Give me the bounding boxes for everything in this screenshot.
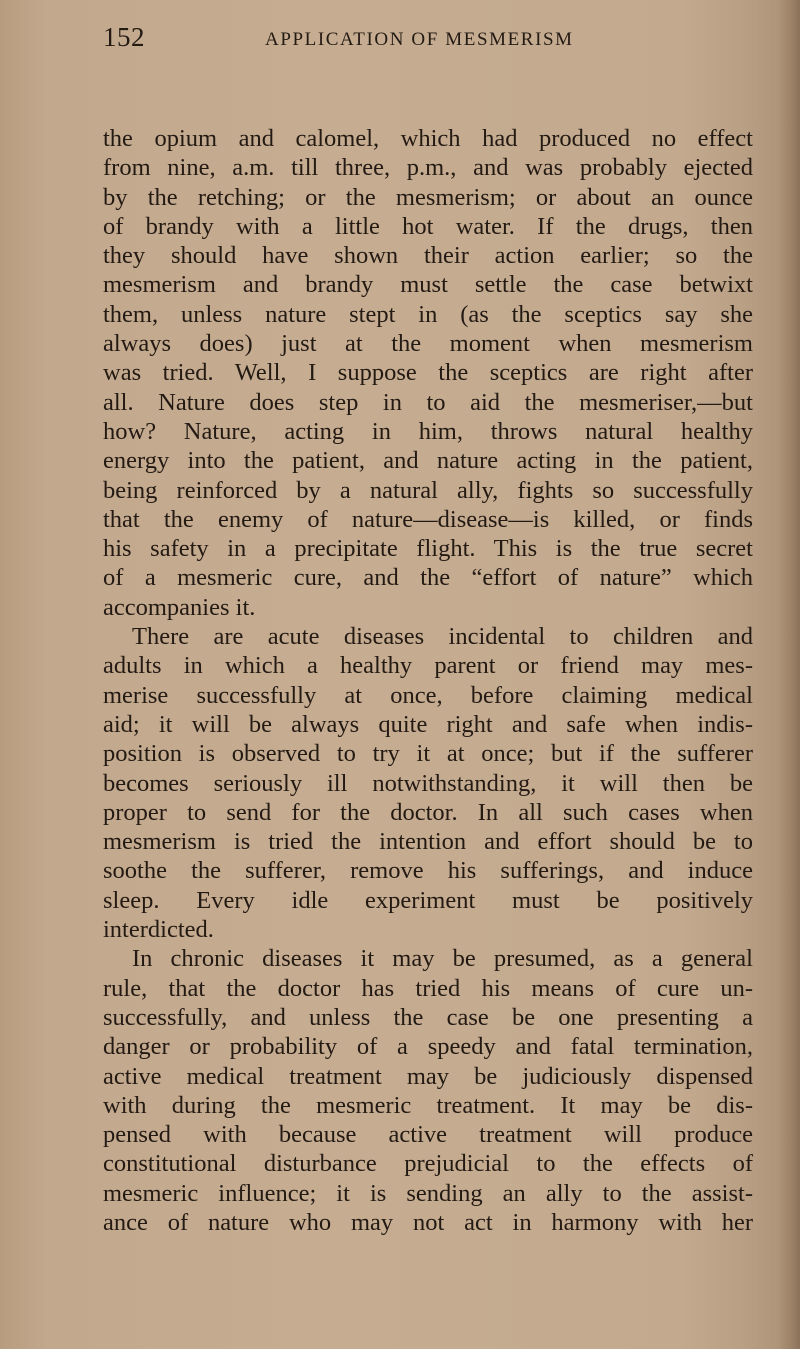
- text-line: merise successfully at once, before claiming medical: [103, 681, 753, 709]
- running-head: [103, 22, 753, 56]
- text-line: position is observed to try it at once; but if the sufferer: [103, 740, 753, 768]
- text-line: all. Nature does step in to aid the mesmeriser,—but: [103, 388, 753, 416]
- page-number: 152: [103, 22, 145, 52]
- text-line: the opium and calomel, which had produced no effect: [103, 125, 753, 152]
- text-line: from nine, a.m. till three, p.m., and was probably ejected: [103, 154, 753, 182]
- text-line: adults in which a healthy parent or friend may mes-: [103, 652, 753, 680]
- text-line: soothe the sufferer, remove his sufferings, and induce: [103, 857, 753, 885]
- text-line: how? Nature, acting in him, throws natural healthy: [103, 417, 753, 445]
- text-line: that the enemy of nature—disease—is killed, or finds: [103, 505, 753, 533]
- text-line: active medical treatment may be judiciously dispensed: [103, 1062, 753, 1090]
- text-line: always does) just at the moment when mesmerism: [103, 330, 753, 358]
- text-line-paragraph-end: accompanies it.: [103, 593, 256, 621]
- text-line: sleep. Every idle experiment must be positively: [103, 886, 753, 914]
- text-line: with during the mesmeric treatment. It may be dis-: [103, 1091, 753, 1119]
- running-title: APPLICATION OF MESMERISM: [265, 29, 574, 50]
- text-line: ance of nature who may not act in harmony with her: [103, 1208, 753, 1236]
- text-line: danger or probability of a speedy and fatal termination,: [103, 1033, 753, 1061]
- text-line: proper to send for the doctor. In all such cases when: [103, 798, 753, 826]
- text-line: of a mesmeric cure, and the “effort of nature” which: [103, 564, 753, 592]
- text-line-paragraph-start: In chronic diseases it may be presumed, as a general: [132, 945, 753, 973]
- text-line: rule, that the doctor has tried his means of cure un-: [103, 974, 753, 1002]
- text-line: being reinforced by a natural ally, fights so successfully: [103, 476, 753, 504]
- text-line: his safety in a precipitate flight. This is the true secret: [103, 535, 753, 563]
- text-line: aid; it will be always quite right and safe when indis-: [103, 710, 753, 738]
- text-line: pensed with because active treatment will produce: [103, 1121, 753, 1149]
- text-line: they should have shown their action earlier; so the: [103, 242, 753, 270]
- text-line: mesmeric influence; it is sending an ally to the assist-: [103, 1179, 753, 1207]
- text-line: constitutional disturbance prejudicial to the effects of: [103, 1150, 753, 1178]
- text-line-paragraph-end: interdicted.: [103, 916, 214, 944]
- text-line: was tried. Well, I suppose the sceptics are right after: [103, 359, 753, 387]
- text-line: them, unless nature stept in (as the sceptics say she: [103, 300, 753, 328]
- text-line: by the retching; or the mesmerism; or about an ounce: [103, 183, 753, 211]
- text-line: becomes seriously ill notwithstanding, it will then be: [103, 769, 753, 797]
- text-line: mesmerism is tried the intention and effort should be to: [103, 828, 753, 856]
- text-line-paragraph-start: There are acute diseases incidental to children and: [132, 623, 753, 651]
- text-line: successfully, and unless the case be one presenting a: [103, 1003, 753, 1031]
- body-text: [103, 124, 753, 1237]
- text-line: of brandy with a little hot water. If the drugs, then: [103, 212, 753, 240]
- page-edge-shadow: [778, 0, 800, 1349]
- text-line: energy into the patient, and nature acting in the patient,: [103, 447, 753, 475]
- text-line: mesmerism and brandy must settle the case betwixt: [103, 271, 753, 299]
